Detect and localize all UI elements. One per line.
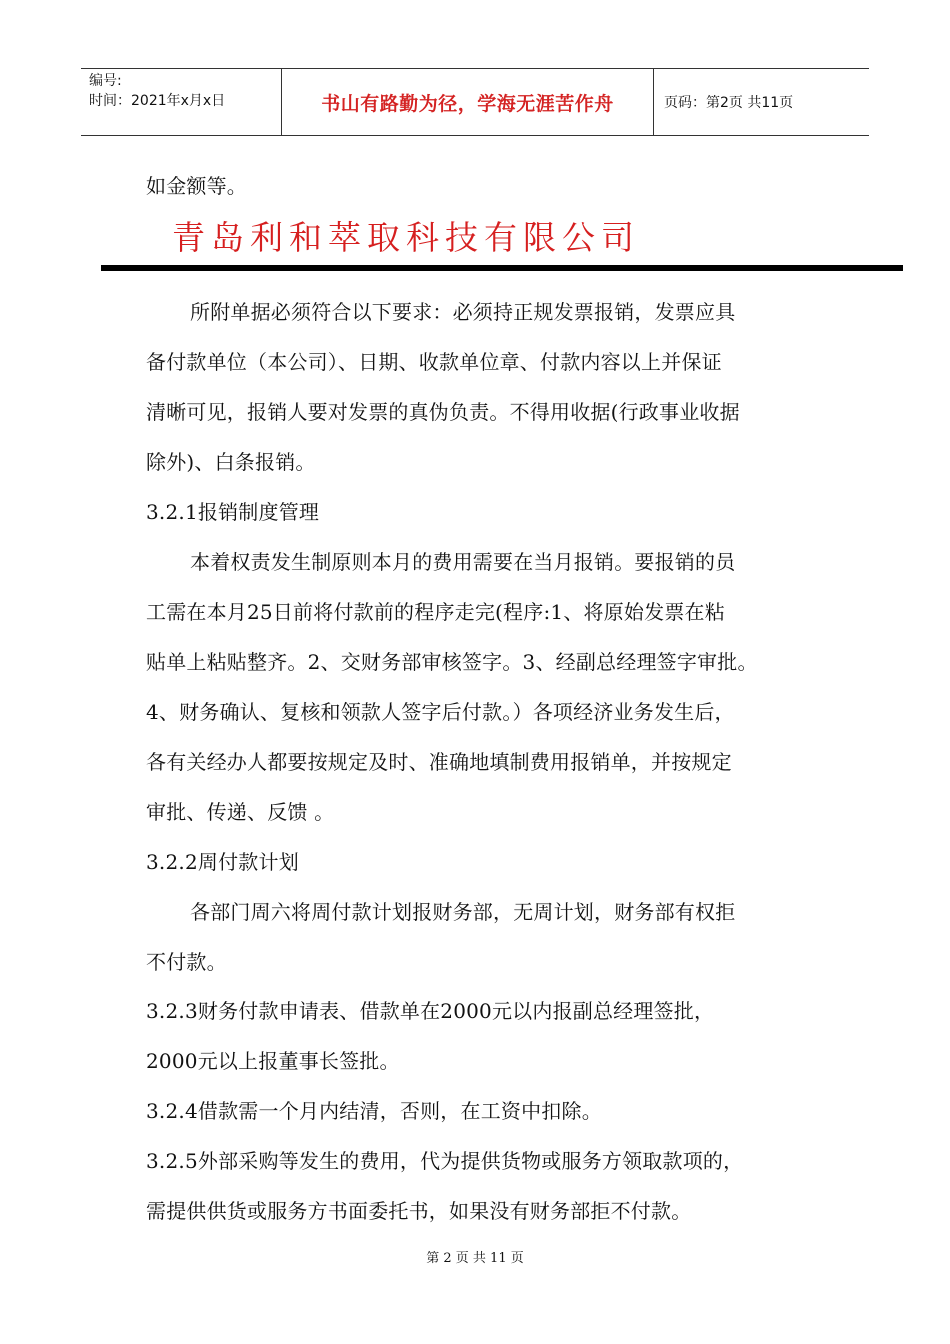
doc-date-label: 时间：2021年x月x日 — [89, 93, 226, 109]
para2-line5: 各有关经办人都要按规定及时、准确地填制费用报销单，并按规定 — [146, 750, 732, 774]
clause-323-line2: 2000元以上报董事长签批。 — [146, 1049, 400, 1073]
section-heading-322: 3.2.2周付款计划 — [146, 850, 299, 874]
para3-line1: 各部门周六将周付款计划报财务部，无周计划，财务部有权拒 — [190, 900, 736, 924]
doc-number-label: 编号: — [89, 73, 122, 89]
para1-line3: 清晰可见，报销人要对发票的真伪负责。不得用收据(行政事业收据 — [146, 400, 740, 424]
para2-line1: 本着权责发生制原则本月的费用需要在当月报销。要报销的员 — [190, 550, 736, 574]
para1-line1: 所附单据必须符合以下要求：必须持正规发票报销，发票应具 — [190, 300, 736, 324]
header-meta — [81, 69, 282, 135]
para1-line2: 备付款单位（本公司）、日期、收款单位章、付款内容以上并保证 — [146, 350, 722, 374]
para1-line4: 除外)、白条报销。 — [146, 450, 316, 474]
clause-325-line1: 3.2.5外部采购等发生的费用，代为提供货物或服务方领取款项的， — [146, 1149, 744, 1173]
para3-line2: 不付款。 — [146, 950, 227, 974]
header-motto-cell — [282, 69, 654, 135]
top-fragment: 如金额等。 — [146, 174, 247, 198]
para2-line6: 审批、传递、反馈 。 — [146, 800, 335, 824]
clause-323-line1: 3.2.3财务付款申请表、借款单在2000元以内报副总经理签批， — [146, 999, 715, 1023]
header-motto: 书山有路勤为径，学海无涯苦作舟 — [321, 92, 614, 115]
header-page-cell — [654, 69, 869, 135]
para2-line3: 贴单上粘贴整齐。2、交财务部审核签字。3、经副总经理签字审批。 — [146, 650, 758, 674]
page-header — [81, 68, 869, 136]
section-heading-321: 3.2.1报销制度管理 — [146, 500, 320, 524]
company-divider — [101, 265, 903, 271]
header-page-number: 页码：第2页 共11页 — [664, 95, 794, 111]
para2-line2: 工需在本月25日前将付款前的程序走完(程序:1、将原始发票在粘 — [146, 600, 725, 624]
para2-line4: 4、财务确认、复核和领款人签字后付款。）各项经济业务发生后， — [146, 700, 735, 724]
clause-325-line2: 需提供供货或服务方书面委托书，如果没有财务部拒不付款。 — [146, 1199, 692, 1223]
clause-324: 3.2.4借款需一个月内结清，否则，在工资中扣除。 — [146, 1099, 602, 1123]
page-footer: 第 2 页 共 11 页 — [426, 1251, 524, 1266]
company-name: 青岛利和萃取科技有限公司 — [172, 218, 640, 257]
